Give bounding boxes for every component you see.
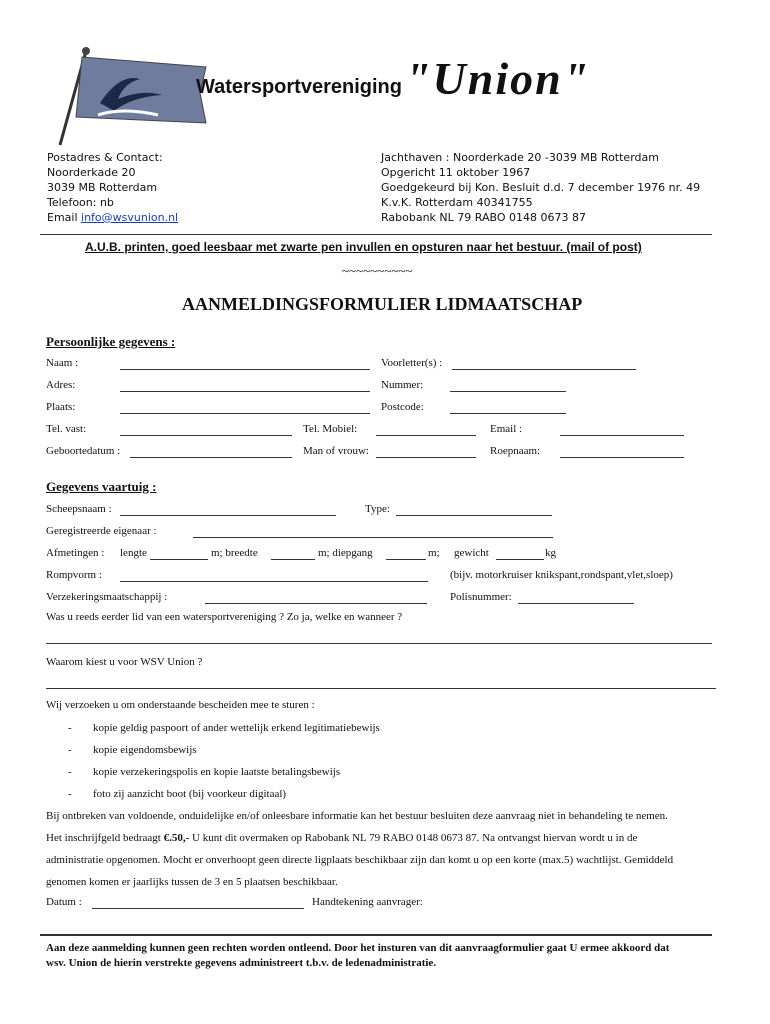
info-harbour: Jachthaven : Noorderkade 20 -3039 MB Rotterdam: [381, 151, 659, 164]
field-geboortedatum[interactable]: [130, 457, 292, 458]
doc-item: kopie geldig paspoort of ander wettelijk erkend legitimatiebewijs: [93, 722, 380, 734]
label-breedte: m; breedte: [211, 547, 258, 559]
info-kvk: K.v.K. Rotterdam 40341755: [381, 196, 533, 209]
doc-bullet: -: [68, 788, 72, 800]
field-eerder-lid[interactable]: [46, 643, 712, 644]
field-tel-vast[interactable]: [120, 435, 292, 436]
field-scheepsnaam[interactable]: [120, 515, 336, 516]
label-m3: m;: [428, 547, 440, 559]
field-tel-mobiel[interactable]: [376, 435, 476, 436]
field-roepnaam[interactable]: [560, 457, 684, 458]
label-lengte: lengte: [120, 547, 147, 559]
label-datum: Datum :: [46, 896, 82, 908]
field-breedte[interactable]: [271, 559, 315, 560]
field-voorletters[interactable]: [452, 369, 636, 370]
info-founded: Opgericht 11 oktober 1967: [381, 166, 531, 179]
label-handtekening: Handtekening aanvrager:: [312, 896, 423, 908]
footer-divider: [40, 934, 712, 936]
field-verzekering[interactable]: [205, 603, 427, 604]
field-datum[interactable]: [92, 908, 304, 909]
fee-amount: €.50,-: [163, 832, 190, 844]
label-tel-vast: Tel. vast:: [46, 423, 87, 435]
label-gewicht: gewicht: [454, 547, 489, 559]
field-rompvorm[interactable]: [120, 581, 428, 582]
contact-street: Noorderkade 20: [47, 166, 136, 179]
docs-intro: Wij verzoeken u om onderstaande bescheiden mee te sturen :: [46, 699, 315, 711]
label-postcode: Postcode:: [381, 401, 424, 413]
doc-bullet: -: [68, 722, 72, 734]
field-lengte[interactable]: [150, 559, 208, 560]
label-plaats: Plaats:: [46, 401, 76, 413]
field-waarom[interactable]: [46, 688, 716, 689]
label-naam: Naam :: [46, 357, 79, 369]
contact-phone: Telefoon: nb: [47, 196, 114, 209]
label-nummer: Nummer:: [381, 379, 424, 391]
fee-intro: Het inschrijfgeld bedraagt: [46, 832, 164, 844]
footer-disclaimer-1: Aan deze aanmelding kunnen geen rechten worden ontleend. Door het insturen van dit aanvraagformulier gaat U ermee akkoord dat: [46, 942, 670, 954]
body-paragraph-4: genomen komen er jaarlijks tussen de 3 en 5 plaatsen beschikbaar.: [46, 876, 338, 888]
body-paragraph-2: [46, 832, 637, 844]
contact-email-row: [47, 211, 178, 224]
body-paragraph-3: administratie opgenomen. Mocht er onverhoopt geen directe ligplaats beschikbaar zijn dan komt u op een korte (max.5) wachtlijst. Gemiddeld: [46, 854, 674, 866]
club-flag-logo: [40, 45, 210, 150]
vessel-heading: Gegevens vaartuig :: [46, 479, 157, 494]
contact-email-label: Email: [47, 211, 82, 224]
form-title: AANMELDINGSFORMULIER LIDMAATSCHAP: [182, 294, 583, 314]
doc-bullet: -: [68, 766, 72, 778]
label-voorletters: Voorletter(s) :: [381, 357, 443, 369]
label-email: Email :: [490, 423, 523, 435]
label-scheepsnaam: Scheepsnaam :: [46, 503, 112, 515]
label-geboortedatum: Geboortedatum :: [46, 445, 121, 457]
doc-item: foto zij aanzicht boot (bij voorkeur digitaal): [93, 788, 287, 800]
field-adres[interactable]: [120, 391, 370, 392]
header-divider: [40, 234, 712, 235]
field-polisnummer[interactable]: [518, 603, 634, 604]
field-email[interactable]: [560, 435, 684, 436]
question-eerder-lid: Was u reeds eerder lid van een watersportvereniging ? Zo ja, welke en wanneer ?: [46, 611, 403, 623]
footer-disclaimer-2: wsv. Union de hierin verstrekte gegevens administreert t.b.v. de ledenadministratie.: [46, 957, 437, 969]
label-polisnummer: Polisnummer:: [450, 591, 512, 603]
label-man-vrouw: Man of vrouw:: [303, 445, 369, 457]
label-adres: Adres:: [46, 379, 76, 391]
label-diepgang: m; diepgang: [318, 547, 373, 559]
label-tel-mobiel: Tel. Mobiel:: [303, 423, 358, 435]
body-paragraph-1: Bij ontbreken van voldoende, onduidelijke en/of onleesbare informatie kan het bestuur besluiten deze aanvraag niet in behandeling te nemen.: [46, 810, 668, 822]
label-type: Type:: [365, 503, 390, 515]
field-nummer[interactable]: [450, 391, 566, 392]
label-roepnaam: Roepnaam:: [490, 445, 541, 457]
field-man-vrouw[interactable]: [376, 457, 476, 458]
personal-heading: Persoonlijke gegevens :: [46, 334, 176, 349]
rompvorm-hint: (bijv. motorkruiser knikspant,rondspant,vlet,sloep): [450, 569, 673, 581]
field-type[interactable]: [396, 515, 552, 516]
label-eigenaar: Geregistreerde eigenaar :: [46, 525, 157, 537]
field-plaats[interactable]: [120, 413, 370, 414]
info-approved: Goedgekeurd bij Kon. Besluit d.d. 7 december 1976 nr. 49: [381, 181, 701, 194]
print-notice: A.U.B. printen, goed leesbaar met zwarte pen invullen en opsturen naar het bestuur. (mail of post): [85, 240, 642, 254]
field-eigenaar[interactable]: [193, 537, 553, 538]
contact-city: 3039 MB Rotterdam: [47, 181, 158, 194]
label-verzekering: Verzekeringsmaatschappij :: [46, 591, 168, 603]
doc-item: kopie verzekeringspolis en kopie laatste betalingsbewijs: [93, 766, 341, 778]
club-name: Watersportvereniging: [196, 76, 402, 98]
field-postcode[interactable]: [450, 413, 566, 414]
field-diepgang[interactable]: [386, 559, 426, 560]
label-afmetingen: Afmetingen :: [46, 547, 105, 559]
field-naam[interactable]: [120, 369, 370, 370]
field-gewicht[interactable]: [496, 559, 544, 560]
doc-item: kopie eigendomsbewijs: [93, 744, 197, 756]
doc-bullet: -: [68, 744, 72, 756]
contact-label: Postadres & Contact:: [47, 151, 163, 164]
label-rompvorm: Rompvorm :: [46, 569, 102, 581]
union-wordmark: "Union": [405, 53, 591, 104]
question-waarom: Waarom kiest u voor WSV Union ?: [46, 656, 203, 668]
info-bank: Rabobank NL 79 RABO 0148 0673 87: [381, 211, 586, 224]
contact-email-link[interactable]: info@wsvunion.nl: [81, 211, 179, 224]
tilde-separator: ~~~~~~~~~~: [342, 263, 413, 278]
fee-bank: U kunt dit overmaken op Rabobank NL 79 RABO 0148 0673 87. Na ontvangst hiervan wordt u in de: [189, 832, 638, 844]
label-kg: kg: [545, 547, 556, 559]
